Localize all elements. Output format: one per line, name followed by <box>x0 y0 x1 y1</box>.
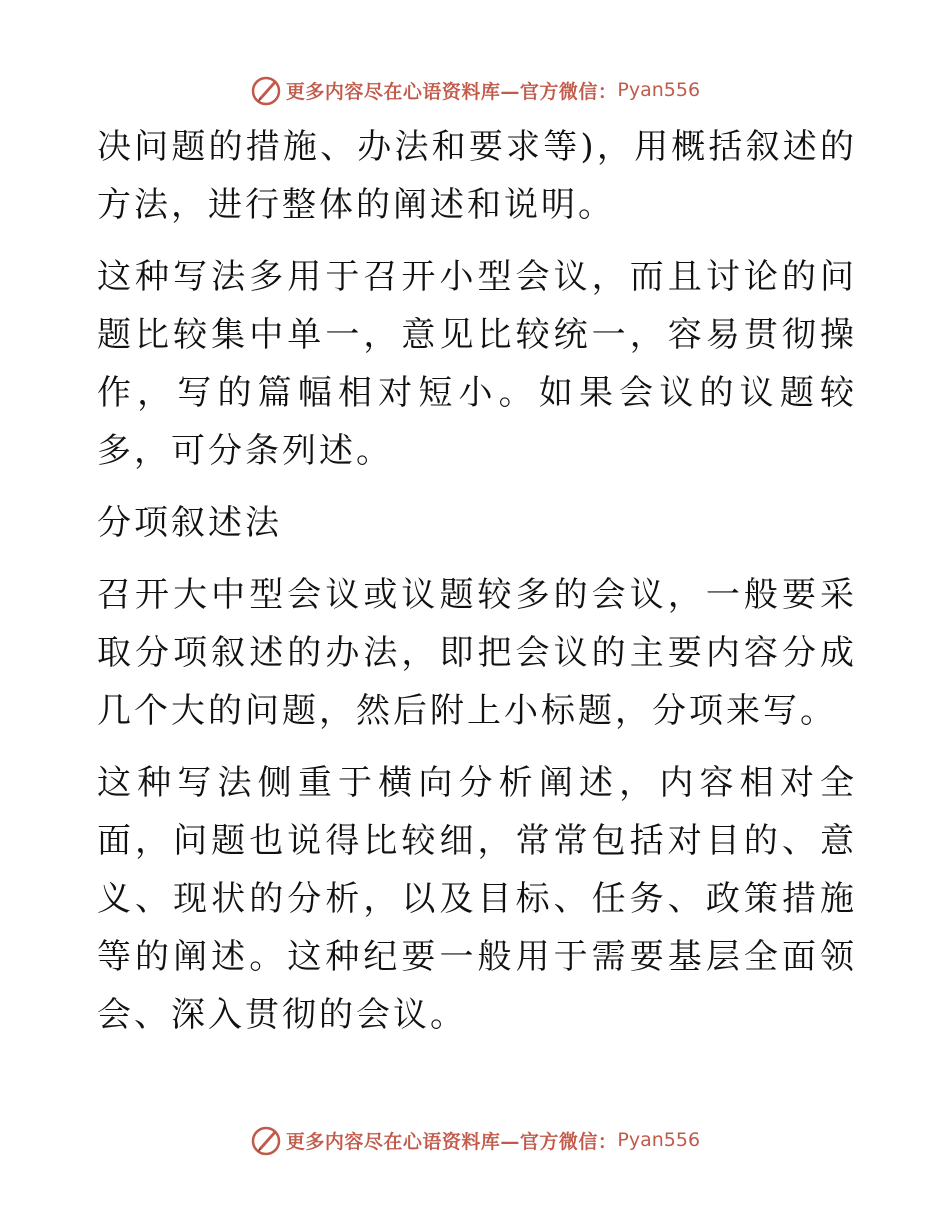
paragraph-2: 这种写法多用于召开小型会议，而且讨论的问题比较集中单一，意见比较统一，容易贯彻操作，写的篇幅相对短小。如果会议的议题较多，可分条列述。 <box>97 257 857 471</box>
quill-pen-logo-icon <box>250 1124 282 1156</box>
paragraph-3: 召开大中型会议或议题较多的会议，一般要采取分项叙述的办法，即把会议的主要内容分成几个大的问题，然后附上小标题，分项来写。 <box>97 575 857 731</box>
watermark-wechat-id: Pyan556 <box>617 79 701 101</box>
document-body <box>97 118 857 1044</box>
watermark-text: 更多内容尽在心语资料库—官方微信： <box>285 1130 618 1153</box>
quill-pen-logo-icon <box>250 74 282 106</box>
footer-watermark <box>0 1120 950 1160</box>
paragraph-1: 决问题的措施、办法和要求等)，用概括叙述的方法，进行整体的阐述和说明。 <box>97 127 857 225</box>
watermark-text: 更多内容尽在心语资料库—官方微信： <box>285 80 618 103</box>
paragraph-4: 这种写法侧重于横向分析阐述，内容相对全面，问题也说得比较细，常常包括对目的、意义、现状的分析，以及目标、任务、政策措施等的阐述。这种纪要一般用于需要基层全面领会、深入贯彻的会议。 <box>97 763 857 1035</box>
header-watermark <box>0 70 950 110</box>
watermark-wechat-id: Pyan556 <box>617 1129 701 1151</box>
section-heading: 分项叙述法 <box>97 503 282 543</box>
